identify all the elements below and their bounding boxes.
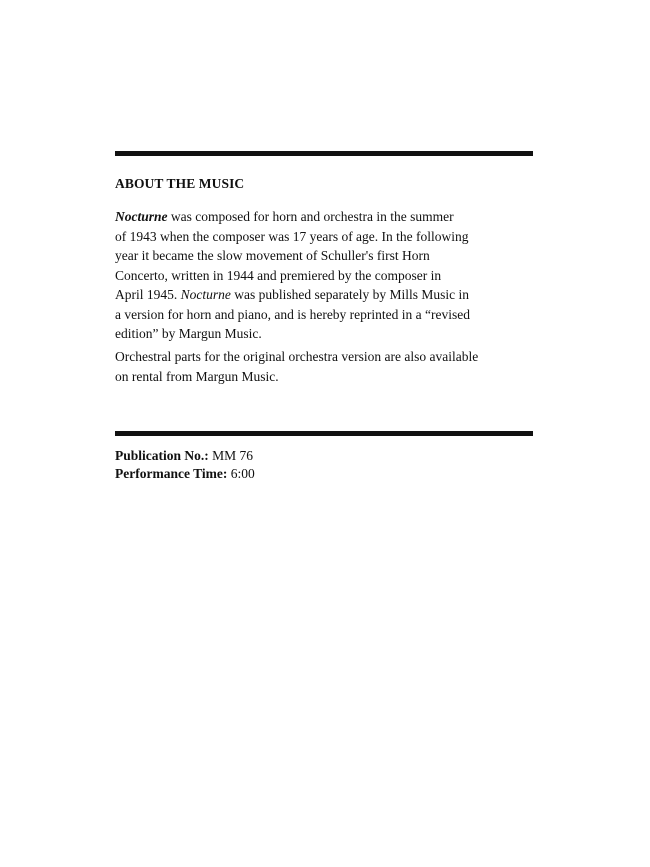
performance-time-label: Performance Time:: [115, 466, 228, 481]
top-divider-rule: [115, 151, 533, 156]
about-paragraph-1: [115, 207, 470, 344]
work-title-nocturne-italic: Nocturne: [180, 287, 231, 302]
publication-number-label: Publication No.:: [115, 448, 209, 463]
paragraph-2-line-1: Orchestral parts for the original orchestra version are also available: [115, 349, 479, 364]
paragraph-1-line-7: edition” by Margun Music.: [115, 326, 262, 341]
about-paragraph-2: [115, 347, 478, 386]
performance-time-value: 6:00: [227, 466, 255, 481]
publication-number-value: MM 76: [208, 448, 254, 463]
paragraph-1-line-5: April 1945. Nocturne was published separately by Mills Music in: [115, 287, 469, 302]
paragraph-1-line-6: a version for horn and piano, and is hereby reprinted in a “revised: [115, 306, 471, 322]
paragraph-1-line-4: Concerto, written in 1944 and premiered by the composer in: [115, 267, 442, 283]
section-heading: ABOUT THE MUSIC: [115, 176, 245, 191]
paragraph-2-line-2: on rental from Margun Music.: [115, 368, 279, 384]
paragraph-1-line-2: of 1943 when the composer was 17 years of age. In the following: [115, 228, 469, 244]
performance-time: [115, 465, 255, 483]
paragraph-1-line-3: year it became the slow movement of Schuller's first Horn: [115, 248, 430, 263]
paragraph-1-line-1: Nocturne was composed for horn and orchestra in the summer: [115, 209, 454, 224]
bottom-divider-rule: [115, 431, 533, 436]
work-title-nocturne: Nocturne: [115, 209, 168, 224]
publication-number: [115, 447, 253, 465]
